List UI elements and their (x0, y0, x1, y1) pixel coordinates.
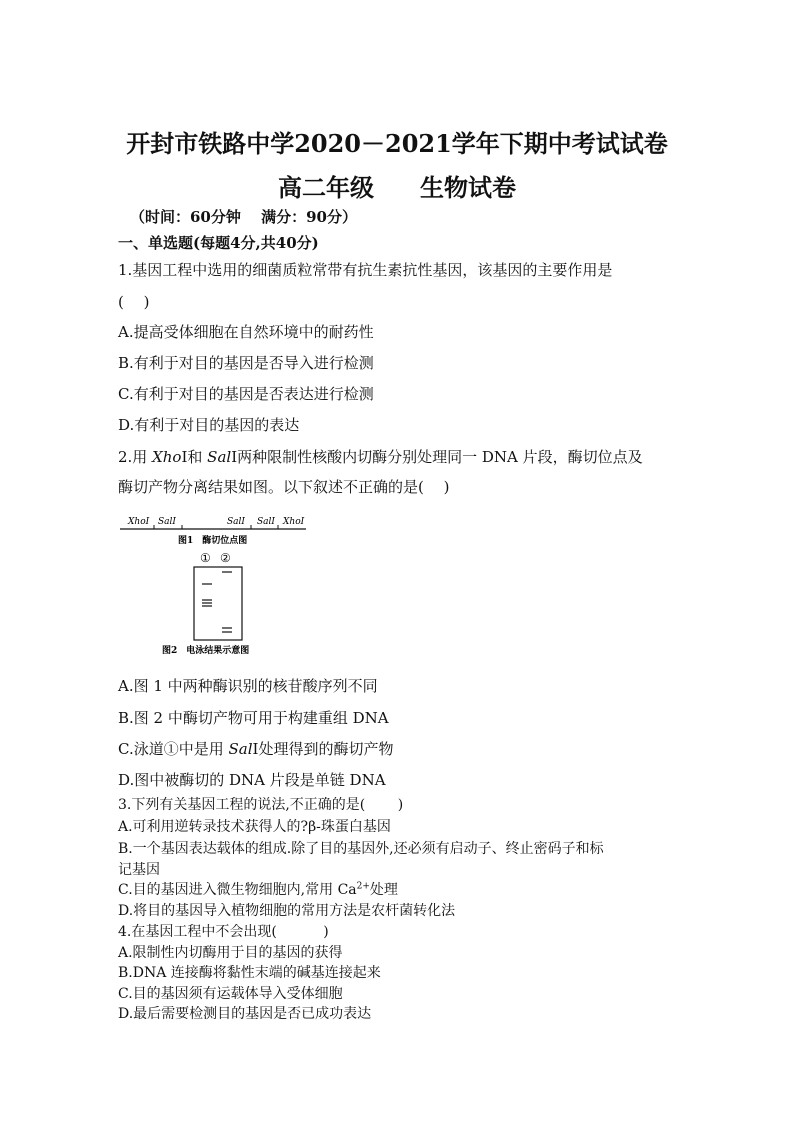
q1-option-a: A.提高受体细胞在自然环境中的耐药性 (118, 323, 374, 341)
q2-option-d: D.图中被酶切的 DNA 片段是单链 DNA (118, 771, 386, 789)
gel-box (194, 567, 242, 640)
q1-option-b: B.有利于对目的基因是否导入进行检测 (118, 354, 374, 372)
q4-option-d: D.最后需要检测目的基因是否已成功表达 (118, 1006, 372, 1022)
site-label-sal-left: SalⅠ (158, 517, 176, 527)
lane-label-1: ① (200, 551, 211, 565)
section-heading: 一、单选题(每题4分,共40分) (118, 234, 319, 252)
exam-subtitle (0, 168, 794, 203)
q1-option-c: C.有利于对目的基因是否表达进行检测 (118, 385, 374, 403)
q3-option-b-line2: 记基因 (118, 862, 160, 878)
enzyme-xho: Xho (152, 448, 182, 466)
q4-stem: 4.在基因工程中不会出现( ) (118, 924, 329, 940)
q4-option-c: C.目的基因须有运载体导入受体细胞 (118, 986, 343, 1002)
q1-stem-line2: ( ) (118, 293, 150, 311)
q4-option-a: A.限制性内切酶用于目的基因的获得 (118, 945, 343, 961)
site-label-xho-right: XhoⅠ (283, 517, 305, 527)
site-label-sal-right1: SalⅠ (227, 517, 245, 527)
q2-stem-line2: 酶切产物分离结果如图。以下叙述不正确的是( ) (118, 478, 450, 496)
q3-option-b-line1: B.一个基因表达载体的组成.除了目的基因外,还必须有启动子、终止密码子和标 (118, 841, 604, 857)
site-label-sal-right2: SalⅠ (257, 517, 275, 527)
q1-option-d: D.有利于对目的基因的表达 (118, 416, 300, 434)
lane-label-2: ② (220, 551, 231, 565)
q2-stem-line1: 2.用 XhoⅠ和 SalⅠ两种限制性核酸内切酶分别处理同一 DNA 片段，酶切位点及 (118, 448, 643, 466)
q2-option-a: A.图 1 中两种酶识别的核苷酸序列不同 (118, 677, 378, 695)
enzyme-sal: Sal (207, 448, 232, 466)
q4-option-b: B.DNA 连接酶将黏性末端的碱基连接起来 (118, 965, 381, 981)
grade-label: 高二年级 (278, 173, 374, 202)
q2-option-c: C.泳道①中是用 SalⅠ处理得到的酶切产物 (118, 740, 394, 758)
time-info: （时间：60分钟 满分：90分） (130, 208, 357, 226)
q3-option-a: A.可利用逆转录技术获得人的?β-珠蛋白基因 (118, 819, 391, 835)
q3-option-c: C.目的基因进入微生物细胞内,常用 $Ca^{2+}$处理 (118, 881, 398, 898)
fig1-caption: 图1 酶切位点图 (178, 536, 248, 546)
subject-label: 生物试卷 (420, 173, 516, 202)
site-label-xho-left: XhoⅠ (128, 517, 150, 527)
fig2-caption: 图2 电泳结果示意图 (162, 646, 250, 656)
q3-stem: 3.下列有关基因工程的说法,不正确的是( ) (118, 797, 404, 813)
exam-title: 开封市铁路中学2020－2021学年下期中考试试卷 (126, 129, 668, 158)
q3-option-d: D.将目的基因导入植物细胞的常用方法是农杆菌转化法 (118, 903, 456, 919)
q2-figure (118, 508, 318, 660)
q2-option-b: B.图 2 中酶切产物可用于构建重组 DNA (118, 709, 389, 727)
q1-stem-line1: 1.基因工程中选用的细菌质粒常带有抗生素抗性基因，该基因的主要作用是 (118, 261, 613, 279)
